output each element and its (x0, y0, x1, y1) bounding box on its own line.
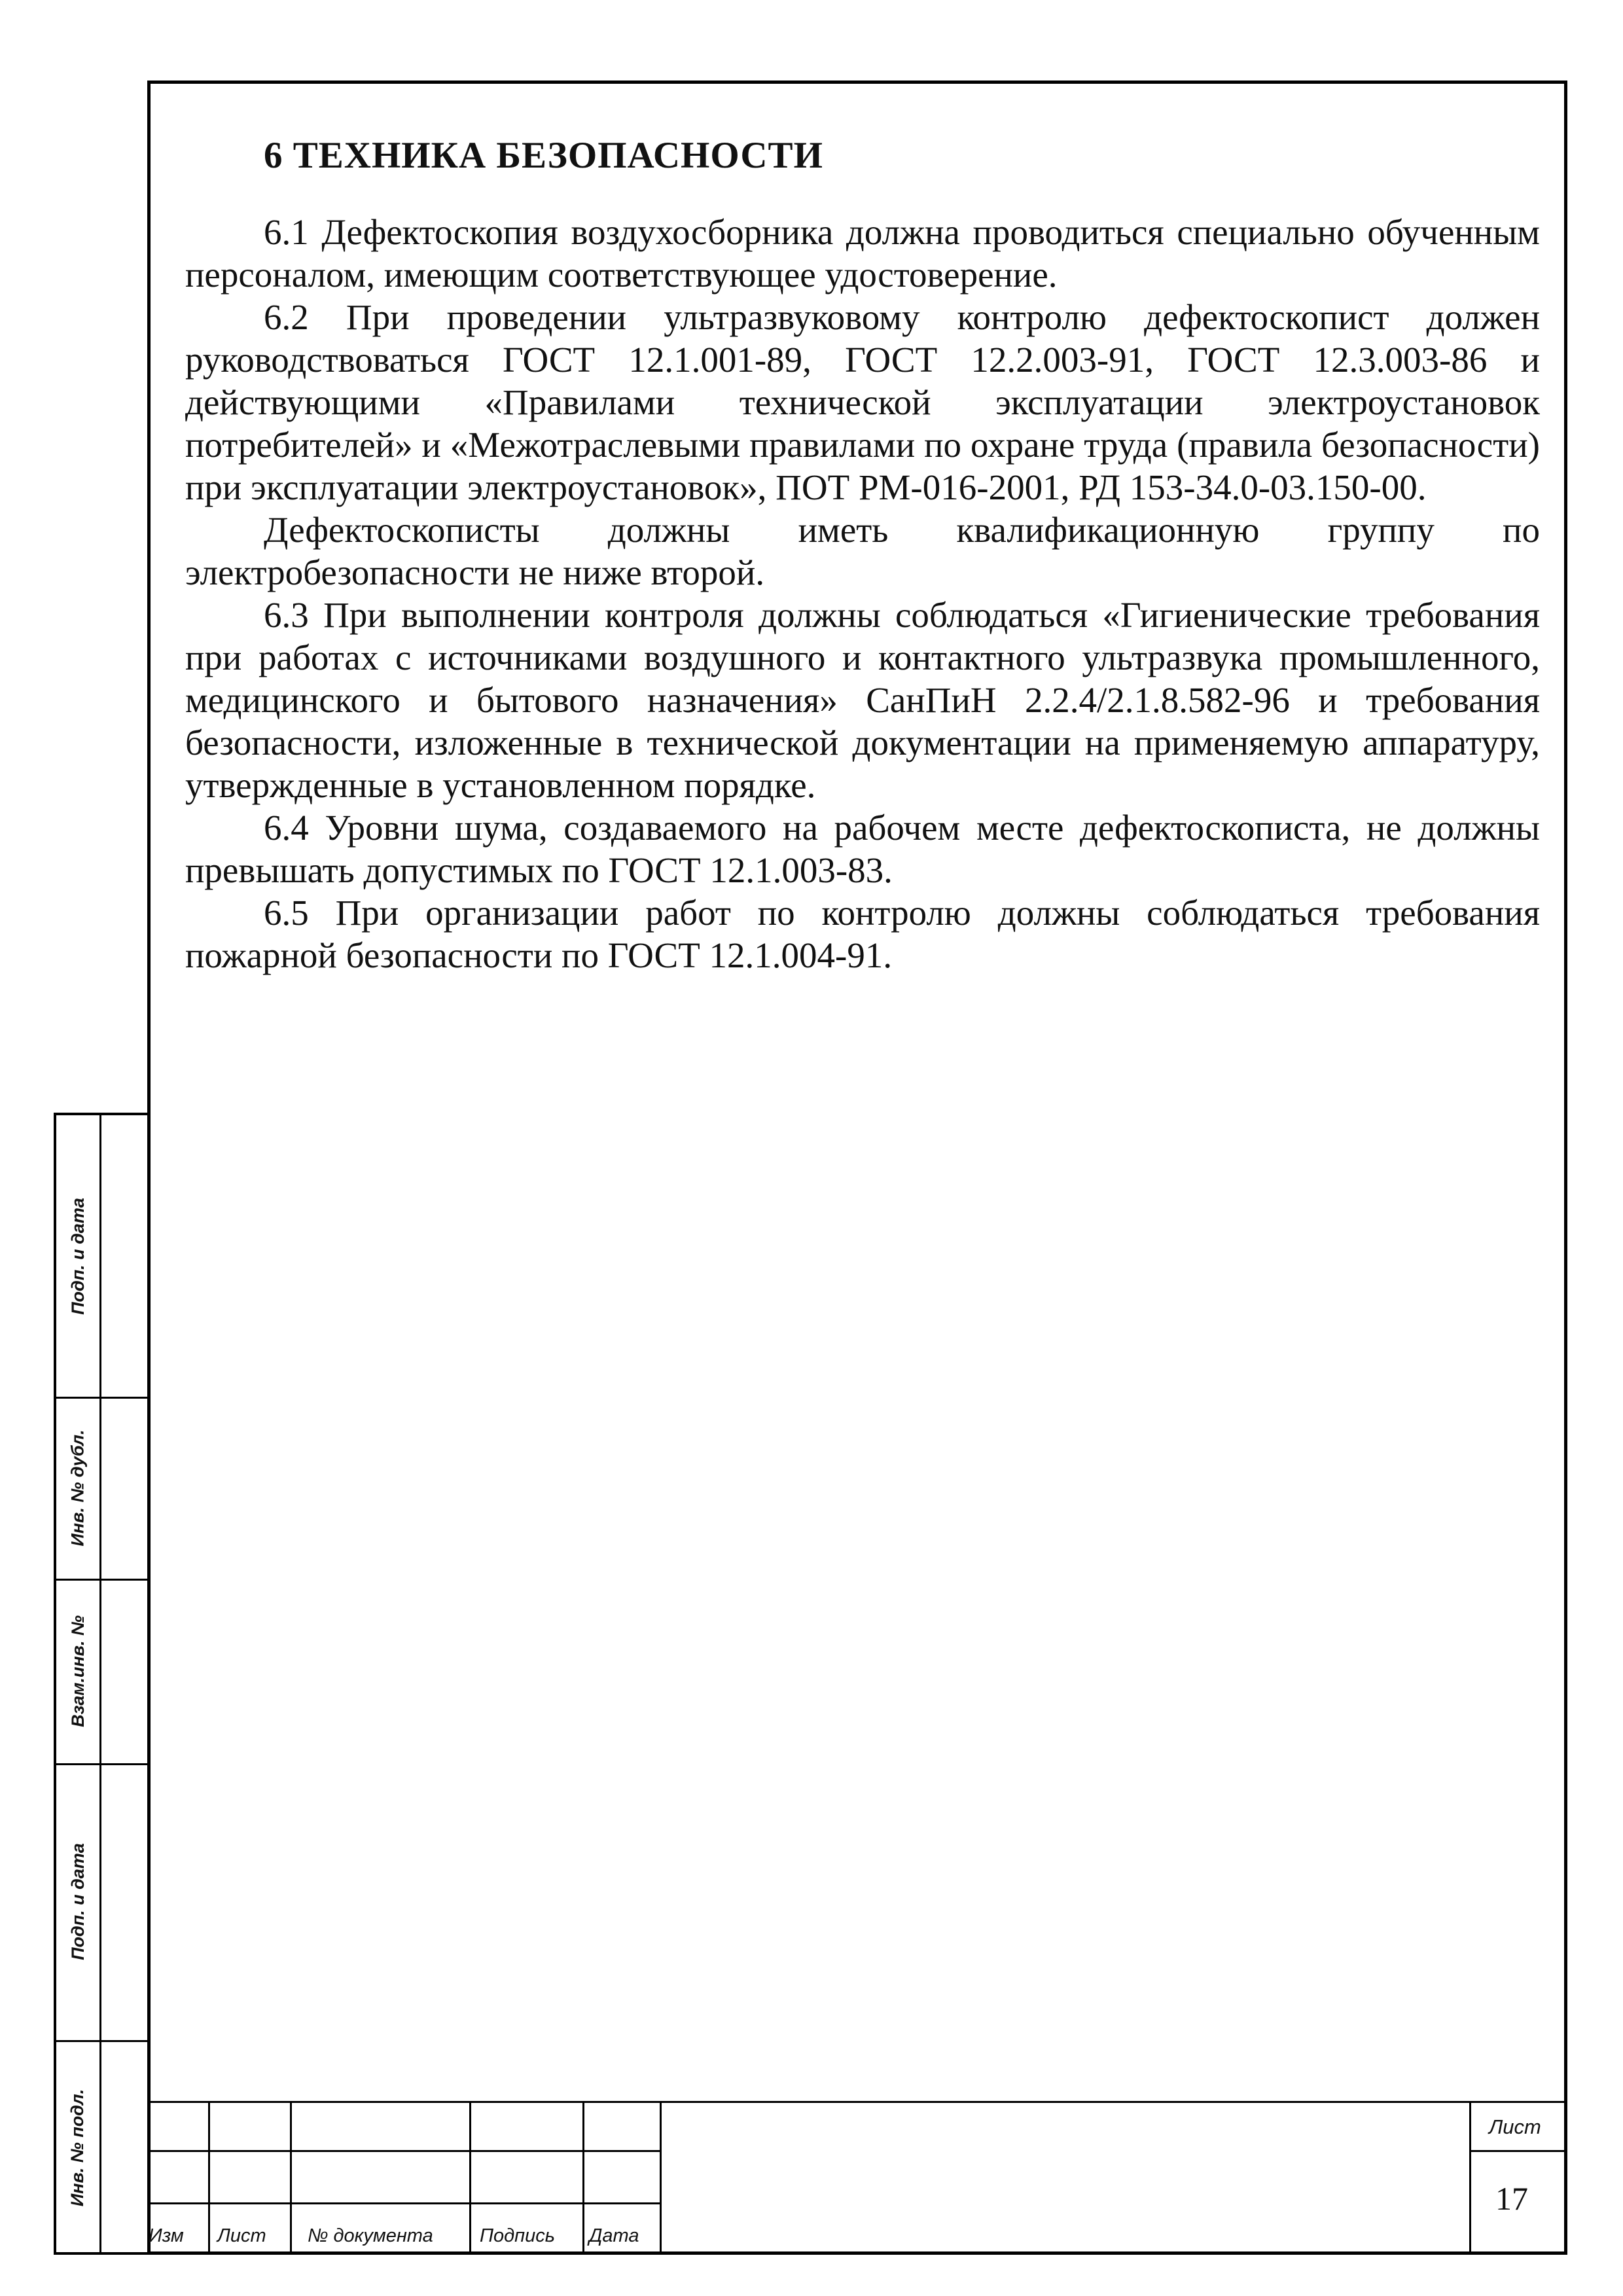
paragraph-6-5: 6.5 При организации работ по контролю должны соблюдаться требования пожарной безопасности по ГОСТ 12.1.004-91. (185, 893, 1540, 975)
side-label-replaced-inv: Взам.инв. № (67, 1615, 88, 1727)
title-block-col-line (290, 2101, 292, 2255)
side-label-duplicate-inv: Инв. № дубл. (67, 1429, 88, 1547)
side-label-signature-date: Подп. и дата (67, 1197, 88, 1315)
col-label-sheet: Лист (217, 2225, 266, 2246)
title-block-col-line (469, 2101, 471, 2255)
sheet-label: Лист (1489, 2115, 1541, 2138)
title-block-top-line (147, 2101, 1567, 2103)
section-heading: 6 ТЕХНИКА БЕЗОПАСНОСТИ (264, 135, 823, 176)
title-block-col-line (660, 2101, 662, 2255)
side-label-signature-date-2: Подп. и дата (67, 1843, 88, 1960)
sheet-cell-line (1469, 2150, 1567, 2152)
col-label-date: Дата (589, 2225, 639, 2246)
sheet-cell-line (1469, 2101, 1471, 2255)
side-label-original-inv: Инв. № подл. (67, 2089, 88, 2206)
strip-divider (99, 1115, 101, 2252)
paragraph-qualification: Дефектоскописты должны иметь квалификационную группу по электробезопасности не ниже второй. (185, 510, 1540, 592)
document-body (185, 134, 1540, 977)
title-block (147, 2101, 1567, 2255)
title-block-col-line (582, 2101, 584, 2255)
col-label-signature: Подпись (480, 2225, 556, 2246)
paragraph-6-1: 6.1 Дефектоскопия воздухосборника должна проводиться специально обученным персоналом, имеющим соответствующее удостоверение. (185, 212, 1540, 295)
side-stamp-strip (54, 1113, 147, 2255)
paragraph-6-2: 6.2 При проведении ультразвуковому контролю дефектоскопист должен руководствоваться ГОСТ 12.1.001-89, ГОСТ 12.2.003-91, ГОСТ 12.3.003-86 и действующими «Правилами технической эксплуатации электроустановок потребителей» и «Межотраслевыми правилами по охране труда (правила безопасности) при эксплуатации электроустановок», ПОТ РМ-016-2001, РД 153-34.0-03.150-00. (185, 297, 1540, 507)
paragraph-6-4: 6.4 Уровни шума, создаваемого на рабочем месте дефектоскописта, не должны превышать допустимых по ГОСТ 12.1.003-83. (185, 808, 1540, 890)
sheet-number: 17 (1495, 2180, 1528, 2217)
paragraph-6-3: 6.3 При выполнении контроля должны соблюдаться «Гигиенические требования при работах с источниками воздушного и контактного ультразвука промышленного, медицинского и бытового назначения» СанПиН 2.2.4/2.1.8.582-96 и требования безопасности, изложенные в технической документации на применяемую аппаратуру, утвержденные в установленном порядке. (185, 595, 1540, 805)
title-block-col-line (208, 2101, 210, 2255)
col-label-document: № документа (308, 2225, 433, 2246)
col-label-change: Изм (149, 2225, 184, 2246)
